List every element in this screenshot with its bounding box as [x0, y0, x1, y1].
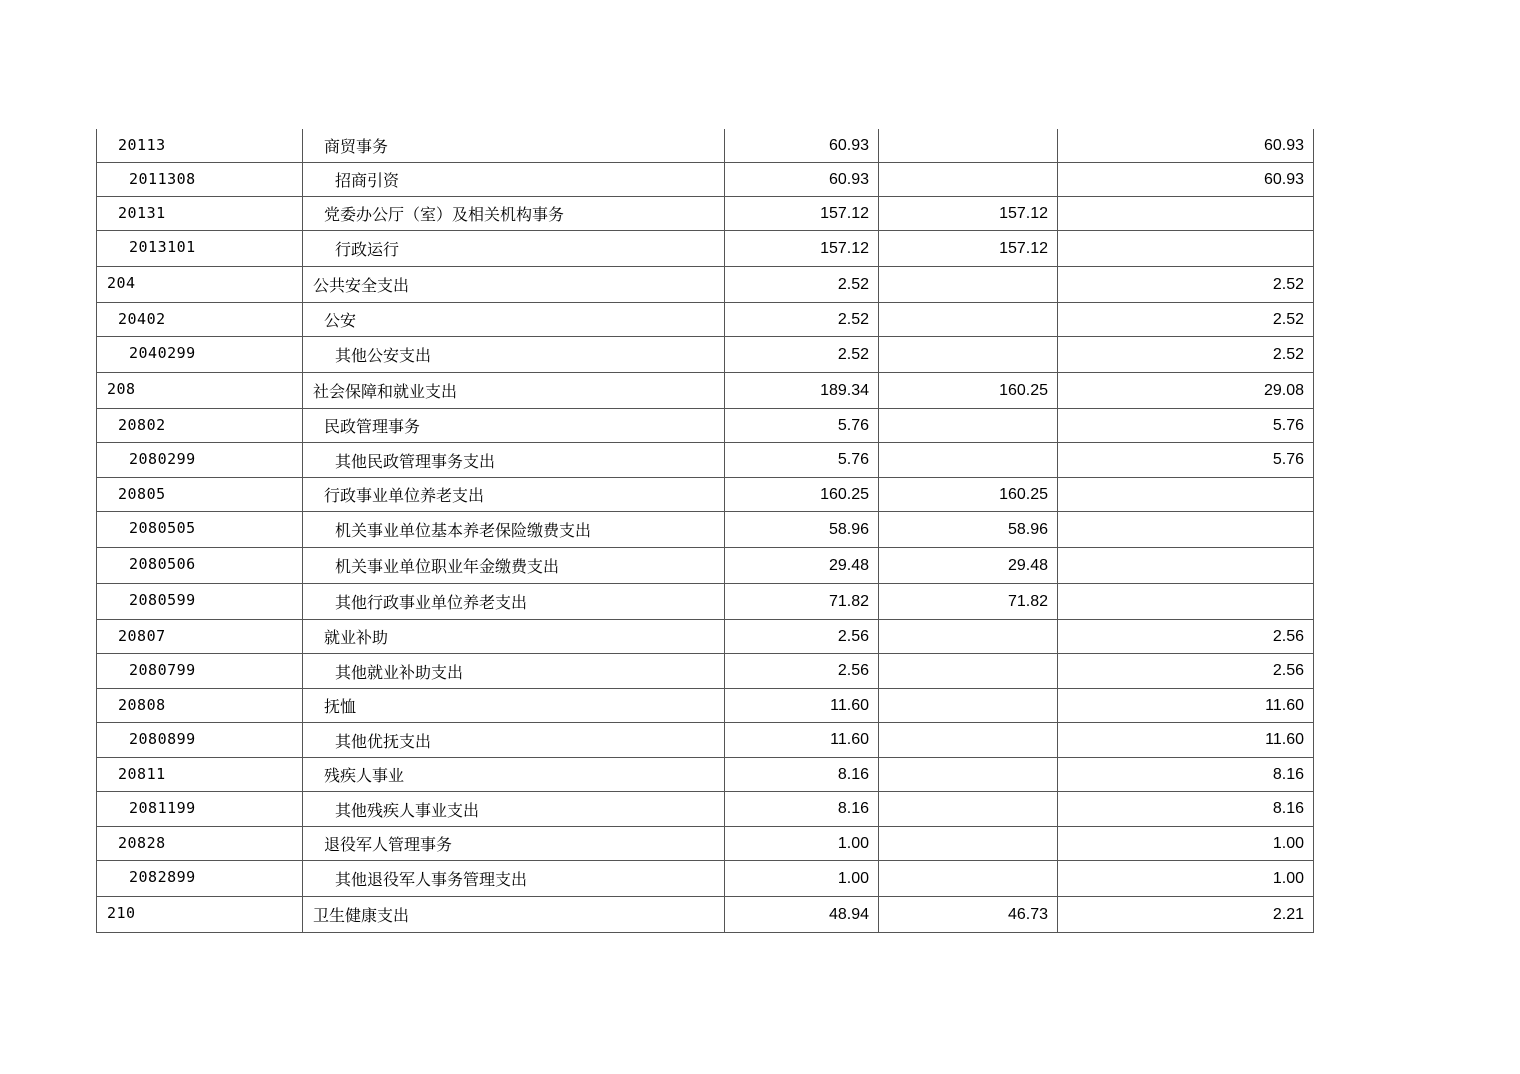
table-row	[97, 409, 1314, 443]
table-row	[97, 584, 1314, 620]
account-name-cell: 其他公安支出	[303, 337, 725, 373]
project-expenditure-cell	[1058, 197, 1314, 231]
project-expenditure-cell: 8.16	[1058, 758, 1314, 792]
account-name-cell: 其他民政管理事务支出	[303, 443, 725, 478]
account-code-cell: 208	[97, 373, 303, 409]
table-row	[97, 373, 1314, 409]
table-row	[97, 267, 1314, 303]
basic-expenditure-cell	[879, 689, 1058, 723]
account-code-cell: 204	[97, 267, 303, 303]
project-expenditure-cell: 1.00	[1058, 861, 1314, 897]
total-amount-cell: 1.00	[725, 861, 879, 897]
table-row	[97, 897, 1314, 933]
total-amount-cell: 189.34	[725, 373, 879, 409]
account-name-cell: 行政运行	[303, 231, 725, 267]
table-row	[97, 723, 1314, 758]
account-code-cell: 2011308	[97, 163, 303, 197]
account-name-cell: 其他就业补助支出	[303, 654, 725, 689]
account-code-cell: 2040299	[97, 337, 303, 373]
account-code-cell: 20808	[97, 689, 303, 723]
project-expenditure-cell: 2.52	[1058, 337, 1314, 373]
account-code-cell: 20402	[97, 303, 303, 337]
account-name-cell: 社会保障和就业支出	[303, 373, 725, 409]
project-expenditure-cell: 2.52	[1058, 303, 1314, 337]
account-name-cell: 残疾人事业	[303, 758, 725, 792]
total-amount-cell: 160.25	[725, 478, 879, 512]
basic-expenditure-cell	[879, 861, 1058, 897]
basic-expenditure-cell	[879, 129, 1058, 163]
basic-expenditure-cell	[879, 337, 1058, 373]
basic-expenditure-cell: 160.25	[879, 478, 1058, 512]
account-code-cell: 20131	[97, 197, 303, 231]
basic-expenditure-cell	[879, 443, 1058, 478]
table-row	[97, 792, 1314, 827]
account-code-cell: 2081199	[97, 792, 303, 827]
account-name-cell: 招商引资	[303, 163, 725, 197]
account-code-cell: 2080799	[97, 654, 303, 689]
table-row	[97, 861, 1314, 897]
total-amount-cell: 157.12	[725, 197, 879, 231]
total-amount-cell: 29.48	[725, 548, 879, 584]
account-code-cell: 2080506	[97, 548, 303, 584]
table-row	[97, 758, 1314, 792]
table-row	[97, 197, 1314, 231]
basic-expenditure-cell	[879, 792, 1058, 827]
project-expenditure-cell	[1058, 548, 1314, 584]
project-expenditure-cell	[1058, 584, 1314, 620]
account-code-cell: 2080599	[97, 584, 303, 620]
account-name-cell: 其他残疾人事业支出	[303, 792, 725, 827]
total-amount-cell: 60.93	[725, 129, 879, 163]
project-expenditure-cell: 8.16	[1058, 792, 1314, 827]
total-amount-cell: 157.12	[725, 231, 879, 267]
account-name-cell: 行政事业单位养老支出	[303, 478, 725, 512]
total-amount-cell: 60.93	[725, 163, 879, 197]
account-code-cell: 210	[97, 897, 303, 933]
total-amount-cell: 8.16	[725, 758, 879, 792]
basic-expenditure-cell	[879, 163, 1058, 197]
total-amount-cell: 11.60	[725, 689, 879, 723]
account-code-cell: 20113	[97, 129, 303, 163]
account-name-cell: 机关事业单位基本养老保险缴费支出	[303, 512, 725, 548]
account-code-cell: 2080899	[97, 723, 303, 758]
table-row	[97, 337, 1314, 373]
table-row	[97, 303, 1314, 337]
table-row	[97, 512, 1314, 548]
basic-expenditure-cell: 46.73	[879, 897, 1058, 933]
account-code-cell: 20807	[97, 620, 303, 654]
table-row	[97, 231, 1314, 267]
account-name-cell: 抚恤	[303, 689, 725, 723]
basic-expenditure-cell	[879, 654, 1058, 689]
table-row	[97, 689, 1314, 723]
total-amount-cell: 48.94	[725, 897, 879, 933]
account-code-cell: 2080505	[97, 512, 303, 548]
project-expenditure-cell: 11.60	[1058, 723, 1314, 758]
account-code-cell: 20805	[97, 478, 303, 512]
table-row	[97, 654, 1314, 689]
basic-expenditure-cell: 71.82	[879, 584, 1058, 620]
account-code-cell: 20828	[97, 827, 303, 861]
account-code-cell: 20802	[97, 409, 303, 443]
project-expenditure-cell: 60.93	[1058, 129, 1314, 163]
account-name-cell: 卫生健康支出	[303, 897, 725, 933]
total-amount-cell: 8.16	[725, 792, 879, 827]
account-name-cell: 退役军人管理事务	[303, 827, 725, 861]
account-name-cell: 其他优抚支出	[303, 723, 725, 758]
project-expenditure-cell: 1.00	[1058, 827, 1314, 861]
project-expenditure-cell: 2.52	[1058, 267, 1314, 303]
total-amount-cell: 2.52	[725, 337, 879, 373]
account-name-cell: 就业补助	[303, 620, 725, 654]
total-amount-cell: 2.52	[725, 303, 879, 337]
basic-expenditure-cell: 29.48	[879, 548, 1058, 584]
account-code-cell: 2082899	[97, 861, 303, 897]
table-row	[97, 443, 1314, 478]
account-name-cell: 民政管理事务	[303, 409, 725, 443]
project-expenditure-cell: 29.08	[1058, 373, 1314, 409]
basic-expenditure-cell	[879, 827, 1058, 861]
basic-expenditure-cell: 160.25	[879, 373, 1058, 409]
basic-expenditure-cell	[879, 267, 1058, 303]
table-row	[97, 129, 1314, 163]
basic-expenditure-cell: 58.96	[879, 512, 1058, 548]
total-amount-cell: 5.76	[725, 443, 879, 478]
project-expenditure-cell	[1058, 512, 1314, 548]
account-name-cell: 其他退役军人事务管理支出	[303, 861, 725, 897]
project-expenditure-cell: 2.21	[1058, 897, 1314, 933]
table-row	[97, 478, 1314, 512]
project-expenditure-cell: 5.76	[1058, 409, 1314, 443]
basic-expenditure-cell: 157.12	[879, 197, 1058, 231]
total-amount-cell: 71.82	[725, 584, 879, 620]
project-expenditure-cell: 60.93	[1058, 163, 1314, 197]
account-name-cell: 党委办公厅（室）及相关机构事务	[303, 197, 725, 231]
total-amount-cell: 1.00	[725, 827, 879, 861]
account-name-cell: 商贸事务	[303, 129, 725, 163]
total-amount-cell: 2.56	[725, 654, 879, 689]
total-amount-cell: 2.56	[725, 620, 879, 654]
account-name-cell: 机关事业单位职业年金缴费支出	[303, 548, 725, 584]
total-amount-cell: 2.52	[725, 267, 879, 303]
basic-expenditure-cell	[879, 620, 1058, 654]
budget-expenditure-table	[96, 129, 1314, 933]
basic-expenditure-cell	[879, 758, 1058, 792]
table-body	[97, 129, 1314, 933]
account-code-cell: 20811	[97, 758, 303, 792]
basic-expenditure-cell	[879, 303, 1058, 337]
total-amount-cell: 5.76	[725, 409, 879, 443]
table-row	[97, 548, 1314, 584]
basic-expenditure-cell: 157.12	[879, 231, 1058, 267]
account-name-cell: 其他行政事业单位养老支出	[303, 584, 725, 620]
basic-expenditure-cell	[879, 409, 1058, 443]
project-expenditure-cell: 5.76	[1058, 443, 1314, 478]
basic-expenditure-cell	[879, 723, 1058, 758]
table-row	[97, 827, 1314, 861]
table-row	[97, 163, 1314, 197]
total-amount-cell: 11.60	[725, 723, 879, 758]
account-code-cell: 2013101	[97, 231, 303, 267]
account-name-cell: 公共安全支出	[303, 267, 725, 303]
total-amount-cell: 58.96	[725, 512, 879, 548]
account-code-cell: 2080299	[97, 443, 303, 478]
table-row	[97, 620, 1314, 654]
project-expenditure-cell	[1058, 478, 1314, 512]
project-expenditure-cell: 2.56	[1058, 654, 1314, 689]
account-name-cell: 公安	[303, 303, 725, 337]
project-expenditure-cell: 11.60	[1058, 689, 1314, 723]
project-expenditure-cell: 2.56	[1058, 620, 1314, 654]
project-expenditure-cell	[1058, 231, 1314, 267]
